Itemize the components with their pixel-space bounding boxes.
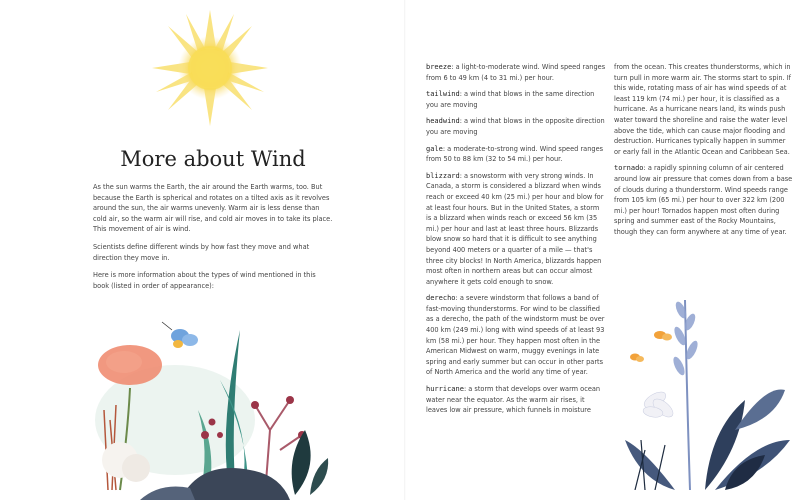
intro-text	[93, 182, 333, 298]
garden-illustration	[80, 310, 330, 500]
glossary-term: headwind	[426, 117, 460, 126]
plant-illustration	[615, 290, 805, 490]
glossary-entry	[426, 116, 606, 137]
glossary-term: tailwind	[426, 90, 460, 99]
glossary-definition: : a snowstorm with very strong winds. In Canada, a storm is considered a blizzard when winds reach or exceed 40 km (25 mi.) per hour and blow for at least four hours. But in the United States, a storm is a blizzard when winds reach or exceed 56 km (35 mi.) per hour and last at least three hours. Blizzards blow snow so hard that it is difficult to see anything beyond 400 meters or a quarter of a mile — that's three city blocks! In North America, blizzards happen most often in northern areas but can occur almost anywhere it gets cold enough to snow.	[426, 171, 604, 286]
glossary-term: gale	[426, 144, 443, 153]
glossary-definition: : a wind that blows in the opposite direction you are moving	[426, 117, 605, 136]
intro-paragraph: As the sun warms the Earth, the air around the Earth warms, too. But because the Earth is spherical and rotates on a tilted axis as it revolves around the sun, the air warms unevenly. Warm air is less dense than cold air, so the warm air will rise, and cold air moves in to take its place. This movement of air is wind.	[93, 183, 333, 234]
glossary-definition: : a severe windstorm that follows a band of fast-moving thunderstorms. For wind to be classified as a derecho, the path of the windstorm must be over 400 km (249 mi.) long with wind speeds of at least 93 km (58 mi.) per hour. They happen most often in the American Midwest on warm, muggy evenings in late spring and early summer but can occur in other parts of North America and the world any time of year.	[426, 294, 605, 377]
glossary-term: hurricane	[426, 385, 464, 394]
glossary-continuation: from the ocean. This creates thunderstorms, which in turn pull in more warm air. The storms start to spin. If this wide, rotating mass of air has wind speeds of at least 119 km (74 mi.) per hour, it is classified as a hurricane. As a hurricane nears land, its winds push water toward the shoreline and raise the water level above the tide, which can cause major flooding and destruction. Hurricanes typically happen in summer or early fall in the Atlantic Ocean and Caribbean Sea.	[614, 63, 791, 156]
glossary-entry	[426, 62, 606, 83]
glossary-term: derecho	[426, 294, 456, 303]
glossary-entry	[426, 293, 606, 378]
glossary-column-2	[614, 62, 794, 244]
glossary-definition: : a storm that develops over warm ocean water near the equator. As the warm air rises, it leaves low air pressure, which funnels in moisture	[426, 385, 601, 415]
intro-paragraph: Here is more information about the types of wind mentioned in this book (listed in order of appearance):	[93, 271, 316, 290]
glossary-definition: : a light-to-moderate wind. Wind speed ranges from 6 to 49 km (4 to 31 mi.) per hour.	[426, 63, 606, 82]
glossary-entry	[426, 89, 606, 110]
glossary-definition: : a moderate-to-strong wind. Wind speed ranges from 50 to 88 km (32 to 54 mi.) per hour.	[426, 144, 604, 164]
intro-paragraph: Scientists define different winds by how fast they move and what direction they move in.	[93, 242, 310, 262]
glossary-entry	[426, 144, 606, 165]
glossary-entry	[426, 171, 606, 288]
glossary-entry	[614, 163, 794, 237]
sun-illustration	[150, 8, 270, 128]
glossary-term: breeze	[426, 63, 452, 71]
page-title: More about Wind	[120, 147, 306, 171]
glossary-term: tornado	[614, 164, 644, 173]
glossary-definition: : a rapidly spinning column of air centered around low air pressure that comes down from a base of clouds during a thunderstorm. Wind speeds range from 105 km (65 mi.) per hour to over 322 km (200 mi.) per hour! Tornados happen most often during spring and summer east of the Rocky Mountains, though they can form anywhere at any time of year.	[614, 164, 793, 236]
glossary-column-1	[426, 62, 606, 422]
glossary-entry	[426, 384, 606, 416]
glossary-term: blizzard	[426, 171, 460, 180]
glossary-definition: : a wind that blows in the same direction you are moving	[426, 90, 595, 109]
